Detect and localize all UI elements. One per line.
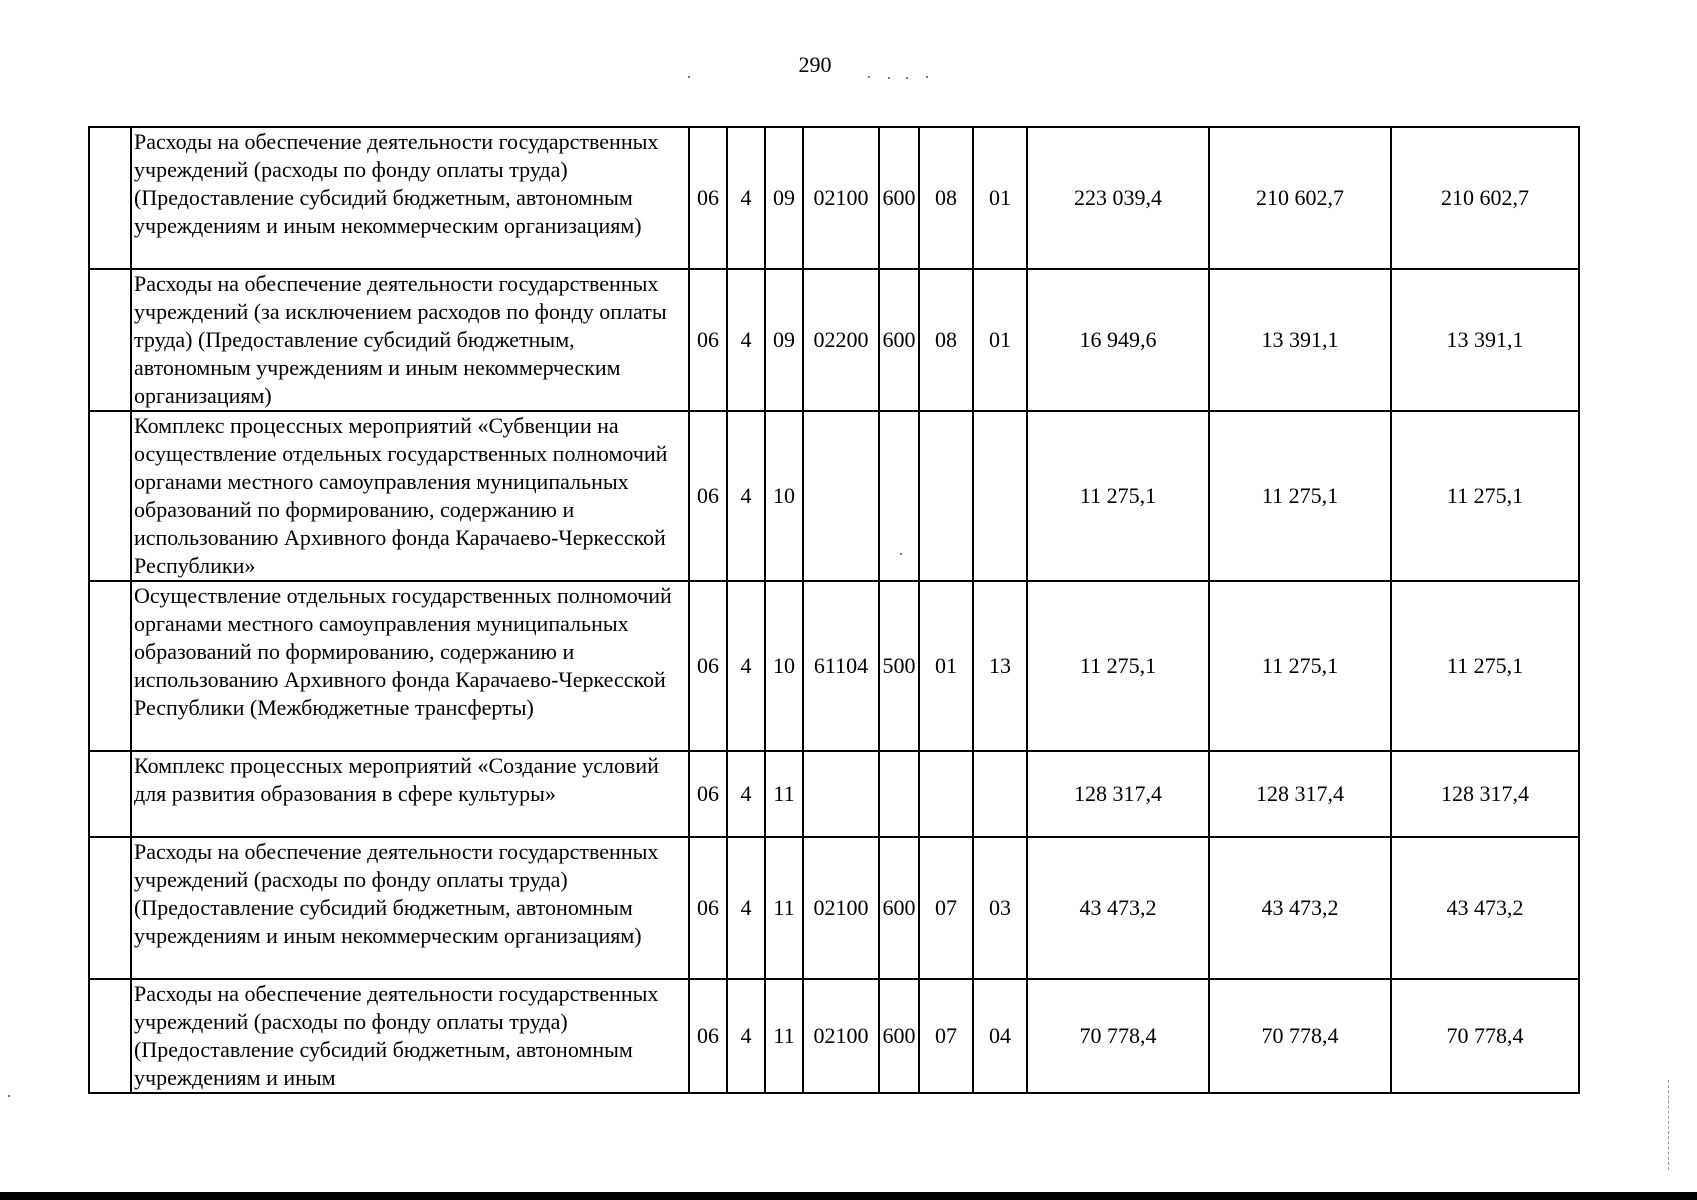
code-cell <box>919 411 973 581</box>
code-cell <box>803 411 879 581</box>
amount-cell: 128 317,4 <box>1027 751 1209 837</box>
code-cell: 11 <box>765 751 803 837</box>
row-number-cell <box>89 581 131 751</box>
code-cell: 61104 <box>803 581 879 751</box>
amount-cell: 11 275,1 <box>1209 411 1391 581</box>
code-cell: 13 <box>973 581 1027 751</box>
code-cell: 4 <box>727 411 765 581</box>
scan-speck <box>8 1095 10 1097</box>
code-cell: 4 <box>727 127 765 269</box>
code-cell <box>879 751 919 837</box>
code-cell: 09 <box>765 127 803 269</box>
expense-name-cell: Комплекс процессных мероприятий «Субвенции на осуществление отдельных государственных полномочий органами местного самоуправления муниципальных образований по формированию, содержанию и использованию Архивного фонда Карачаево-Черкесской Республики» <box>131 411 689 581</box>
table-row <box>89 269 1579 411</box>
code-cell: 11 <box>765 979 803 1093</box>
code-cell: 01 <box>973 269 1027 411</box>
scan-edge-mark <box>1668 1080 1670 1170</box>
table-row <box>89 751 1579 837</box>
code-cell: 600 <box>879 269 919 411</box>
row-number-cell <box>89 751 131 837</box>
code-cell: 600 <box>879 837 919 979</box>
amount-cell: 16 949,6 <box>1027 269 1209 411</box>
code-cell: 600 <box>879 127 919 269</box>
amount-cell: 70 778,4 <box>1391 979 1579 1093</box>
amount-cell: 128 317,4 <box>1391 751 1579 837</box>
table-row <box>89 979 1579 1093</box>
code-cell <box>879 411 919 581</box>
code-cell <box>973 751 1027 837</box>
amount-cell: 13 391,1 <box>1209 269 1391 411</box>
amount-cell: 13 391,1 <box>1391 269 1579 411</box>
amount-cell: 11 275,1 <box>1027 581 1209 751</box>
amount-cell: 11 275,1 <box>1027 411 1209 581</box>
code-cell: 08 <box>919 127 973 269</box>
code-cell: 4 <box>727 269 765 411</box>
expense-name-cell: Расходы на обеспечение деятельности государственных учреждений (расходы по фонду оплаты труда) (Предоставление субсидий бюджетным, автономным учреждениям и иным некоммерческим организациям) <box>131 837 689 979</box>
code-cell: 10 <box>765 411 803 581</box>
code-cell: 07 <box>919 837 973 979</box>
code-cell: 4 <box>727 979 765 1093</box>
code-cell: 11 <box>765 837 803 979</box>
code-cell: 06 <box>689 127 727 269</box>
code-cell: 4 <box>727 837 765 979</box>
scan-speck <box>888 77 890 79</box>
amount-cell: 43 473,2 <box>1209 837 1391 979</box>
code-cell: 10 <box>765 581 803 751</box>
amount-cell: 223 039,4 <box>1027 127 1209 269</box>
budget-table <box>88 126 1580 1094</box>
code-cell: 500 <box>879 581 919 751</box>
expense-name-cell: Расходы на обеспечение деятельности государственных учреждений (расходы по фонду оплаты труда) (Предоставление субсидий бюджетным, автономным учреждениям и иным некоммерческим организациям) <box>131 127 689 269</box>
code-cell: 02100 <box>803 837 879 979</box>
row-number-cell <box>89 411 131 581</box>
table-row <box>89 581 1579 751</box>
amount-cell: 128 317,4 <box>1209 751 1391 837</box>
code-cell: 06 <box>689 269 727 411</box>
code-cell: 03 <box>973 837 1027 979</box>
amount-cell: 70 778,4 <box>1027 979 1209 1093</box>
code-cell: 4 <box>727 751 765 837</box>
code-cell: 4 <box>727 581 765 751</box>
amount-cell: 210 602,7 <box>1209 127 1391 269</box>
code-cell: 02200 <box>803 269 879 411</box>
amount-cell: 11 275,1 <box>1391 581 1579 751</box>
code-cell: 06 <box>689 581 727 751</box>
expense-name-cell: Комплекс процессных мероприятий «Создание условий для развития образования в сфере культуры» <box>131 751 689 837</box>
expense-name-cell: Расходы на обеспечение деятельности государственных учреждений (расходы по фонду оплаты труда) (Предоставление субсидий бюджетным, автономным учреждениям и иным <box>131 979 689 1093</box>
code-cell: 04 <box>973 979 1027 1093</box>
table-row <box>89 411 1579 581</box>
scan-speck <box>868 76 870 78</box>
code-cell <box>973 411 1027 581</box>
amount-cell: 11 275,1 <box>1209 581 1391 751</box>
code-cell: 06 <box>689 837 727 979</box>
code-cell: 07 <box>919 979 973 1093</box>
scan-speck <box>688 76 690 78</box>
row-number-cell <box>89 979 131 1093</box>
code-cell: 600 <box>879 979 919 1093</box>
code-cell: 08 <box>919 269 973 411</box>
page-number: 290 <box>798 52 832 77</box>
scan-speck <box>906 77 908 79</box>
expense-name-cell: Осуществление отдельных государственных полномочий органами местного самоуправления муниципальных образований по формированию, содержанию и использованию Архивного фонда Карачаево-Черкесской Республики (Межбюджетные трансферты) <box>131 581 689 751</box>
code-cell <box>803 751 879 837</box>
row-number-cell <box>89 269 131 411</box>
amount-cell: 43 473,2 <box>1391 837 1579 979</box>
code-cell: 01 <box>973 127 1027 269</box>
amount-cell: 11 275,1 <box>1391 411 1579 581</box>
table-row <box>89 127 1579 269</box>
code-cell: 06 <box>689 751 727 837</box>
amount-cell: 43 473,2 <box>1027 837 1209 979</box>
row-number-cell <box>89 837 131 979</box>
code-cell: 06 <box>689 411 727 581</box>
row-number-cell <box>89 127 131 269</box>
amount-cell: 70 778,4 <box>1209 979 1391 1093</box>
code-cell <box>919 751 973 837</box>
scan-bottom-edge <box>0 1192 1697 1200</box>
code-cell: 09 <box>765 269 803 411</box>
code-cell: 06 <box>689 979 727 1093</box>
scan-speck <box>926 76 928 78</box>
code-cell: 02100 <box>803 979 879 1093</box>
amount-cell: 210 602,7 <box>1391 127 1579 269</box>
expense-name-cell: Расходы на обеспечение деятельности государственных учреждений (за исключением расходов по фонду оплаты труда) (Предоставление субсидий бюджетным, автономным учреждениям и иным некоммерческим организациям) <box>131 269 689 411</box>
code-cell: 01 <box>919 581 973 751</box>
table-row <box>89 837 1579 979</box>
code-cell: 02100 <box>803 127 879 269</box>
